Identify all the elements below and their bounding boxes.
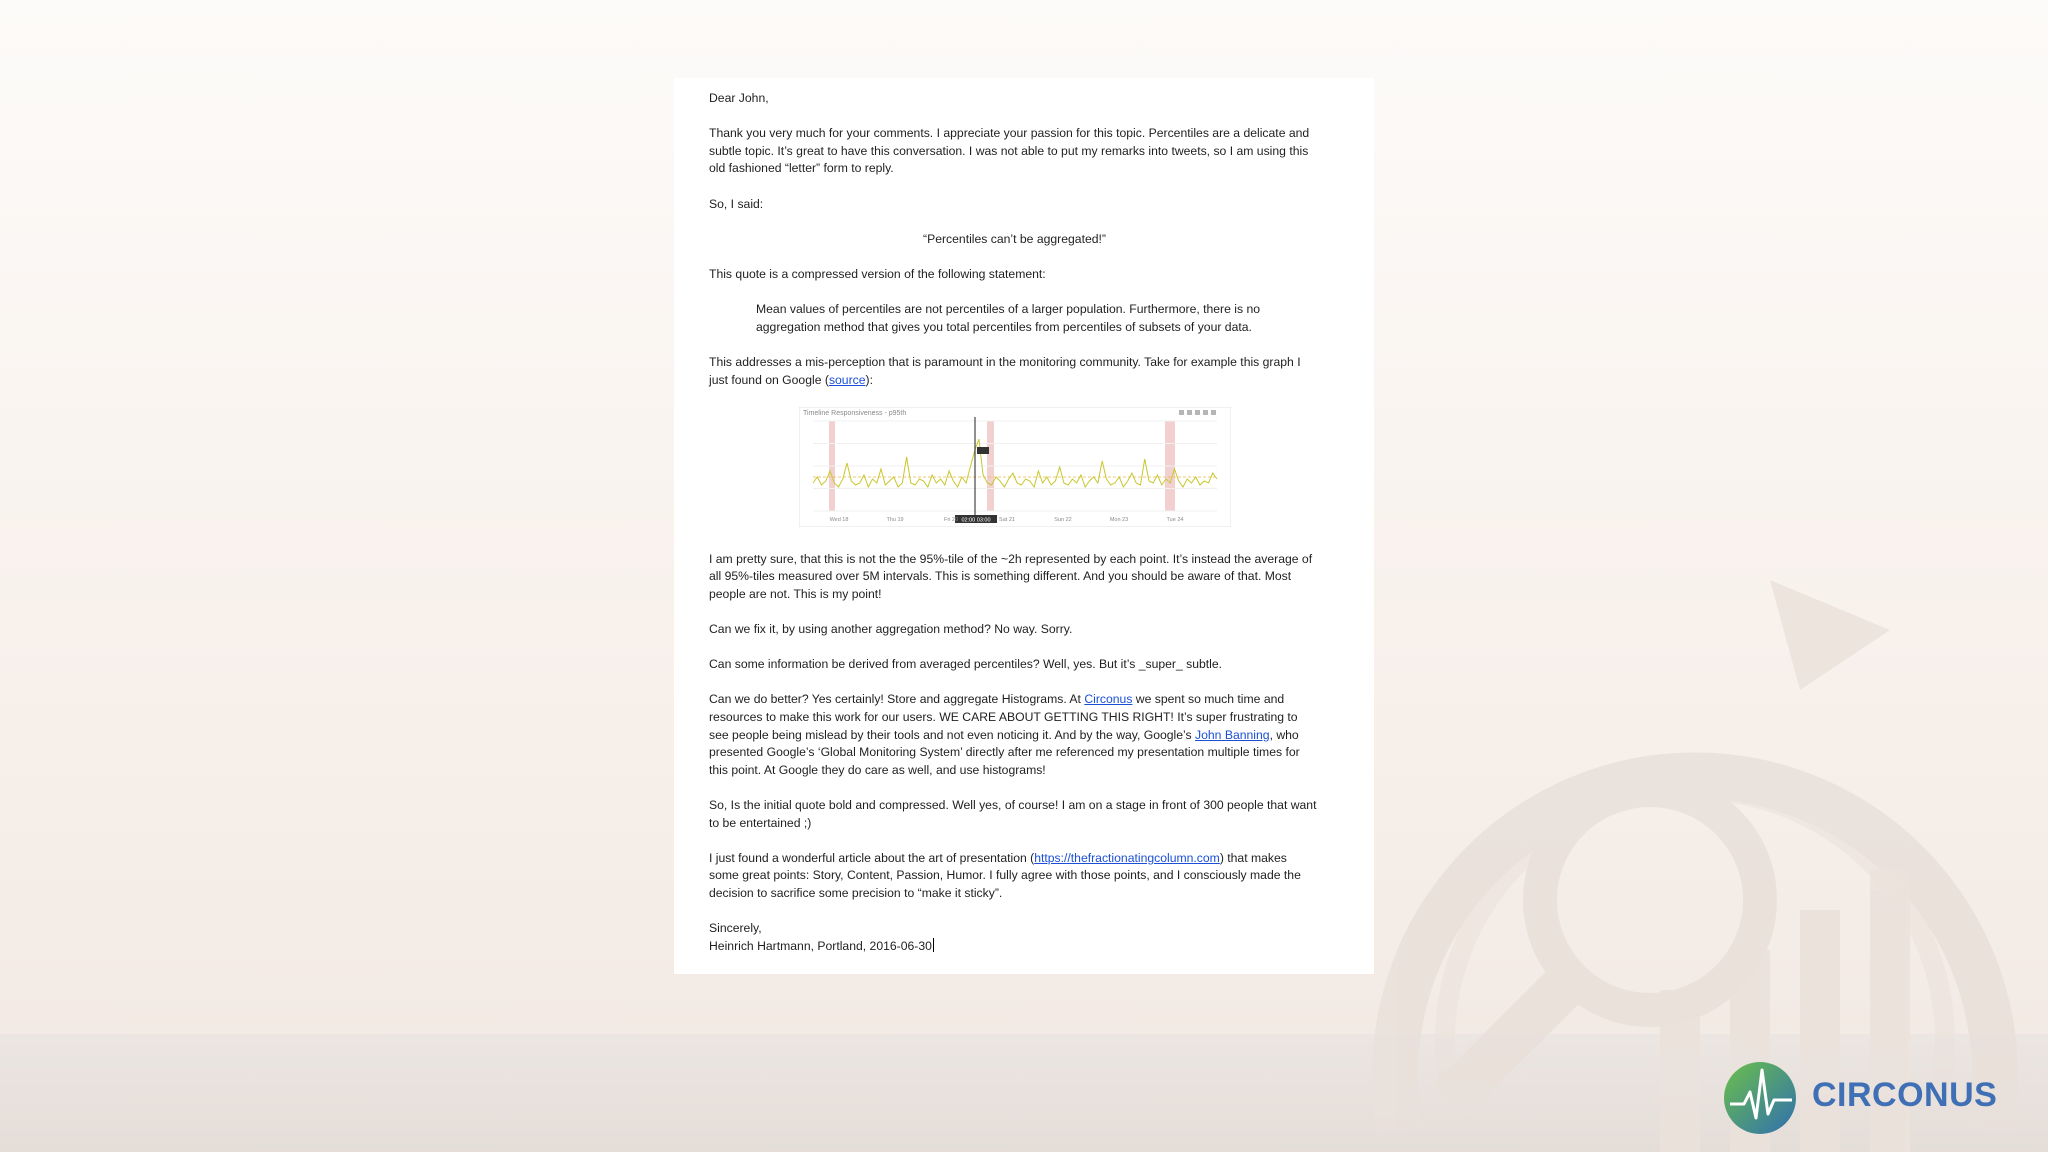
paragraph-do-better-a: Can we do better? Yes certainly! Store and aggregate Histograms. At xyxy=(709,692,1085,707)
paragraph-do-better-b: we spent so much time and resources to make this work for our users. WE CARE ABOUT GETTING THIS RIGHT! It’s super frustrating to see people being mislead by their tools and not even noticing it. And by the way, Google’s xyxy=(709,692,1298,742)
chart-toolbar-icon xyxy=(1211,410,1216,415)
signature-text: Heinrich Hartmann, Portland, 2016-06-30 xyxy=(709,938,932,953)
paragraph-article xyxy=(709,850,1320,903)
article-link[interactable]: https://thefractionatingcolumn.com xyxy=(1034,850,1220,865)
chart-tick-label: Sat 21 xyxy=(999,516,1015,523)
paragraph-pretty-sure: I am pretty sure, that this is not the the 95%-tile of the ~2h represented by each point. It’s instead the average of all 95%-tiles measured over 5M intervals. This is something different. And you should be aware of that. Most people are not. This is my point! xyxy=(709,551,1313,601)
paragraph-article-b: ) that makes some great points: Story, Content, Passion, Humor. I fully agree with those points, and I consciously made the decision to sacrifice some precision to “make it sticky”. xyxy=(709,850,1301,900)
chart-toolbar-icon xyxy=(1179,410,1184,415)
paragraph-fix-it: Can we fix it, by using another aggregation method? No way. Sorry. xyxy=(709,622,1073,637)
chart-tick-label: Thu 19 xyxy=(886,516,904,523)
source-link[interactable]: source xyxy=(828,372,866,387)
chart-toolbar-icon xyxy=(1187,410,1192,415)
centered-quote: “Percentiles can’t be aggregated!” xyxy=(923,231,1106,246)
chart-tick-label: Sun 22 xyxy=(1054,516,1072,523)
chart-toolbar-icon xyxy=(1195,410,1200,415)
chart-tick-label: Mon 23 xyxy=(1109,516,1129,523)
paragraph-misperception-text: This addresses a mis-perception that is paramount in the monitoring community. Take for example this graph I just found on Google ( xyxy=(709,354,1301,387)
circonus-link[interactable]: Circonus xyxy=(1084,692,1133,707)
chart-cursor-label: 02:00 03:00 xyxy=(961,517,991,524)
paragraph-bold-compressed: So, Is the initial quote bold and compressed. Well yes, of course! I am on a stage in front of 300 people that want to be entertained ;) xyxy=(709,798,1317,830)
chart-title: Timeline Responsiveness - p95th xyxy=(803,409,907,417)
paragraph-derived: Can some information be derived from averaged percentiles? Well, yes. But it’s _super_ subtle. xyxy=(709,657,1223,672)
chart-tick-label: Fri 20 xyxy=(943,516,959,523)
chart-tick-label: Wed 18 xyxy=(829,516,849,523)
signature-line[interactable] xyxy=(709,938,1320,956)
paragraph-do-better-c: , who presented Google’s ‘Global Monitoring System’ directly after me referenced my presentation multiple times for this point. At Google they do care as well, and use histograms! xyxy=(709,727,1300,777)
paragraph-so-i-said: So, I said: xyxy=(709,196,764,211)
chart-cursor-tooltip xyxy=(977,447,989,454)
paragraph-thanks: Thank you very much for your comments. I appreciate your passion for this topic. Percentiles are a delicate and subtle topic. It’s great to have this conversation. I was not able to put my remarks into tweets, so I am using this old fashioned “letter” form to reply. xyxy=(709,126,1310,176)
circonus-logo xyxy=(1722,1056,2022,1138)
circonus-wordmark: CIRCONUS xyxy=(1812,1076,1998,1114)
percentile-chart xyxy=(799,407,1231,527)
closing: Sincerely, xyxy=(709,921,762,936)
chart-tick-label: Tue 24 xyxy=(1166,516,1184,523)
john-banning-link[interactable]: John Banning xyxy=(1195,727,1270,742)
text-cursor xyxy=(933,938,934,952)
graph-figure xyxy=(799,407,1231,527)
circonus-globe-icon xyxy=(1722,1056,1804,1138)
paragraph-misperception-tail: ): xyxy=(865,372,873,387)
chart-toolbar-icon xyxy=(1203,410,1208,415)
greeting: Dear John, xyxy=(709,91,769,105)
paragraph-misperception xyxy=(709,354,1320,389)
paragraph-compressed-version: This quote is a compressed version of the following statement: xyxy=(709,266,1046,281)
letter-page xyxy=(674,78,1374,974)
paragraph-do-better xyxy=(709,691,1320,779)
blockquote-statement: Mean values of percentiles are not percentiles of a larger population. Furthermore, there is no aggregation method that gives you total percentiles from percentiles of subsets of your data. xyxy=(756,302,1261,334)
paragraph-article-a: I just found a wonderful article about the art of presentation ( xyxy=(709,850,1035,865)
